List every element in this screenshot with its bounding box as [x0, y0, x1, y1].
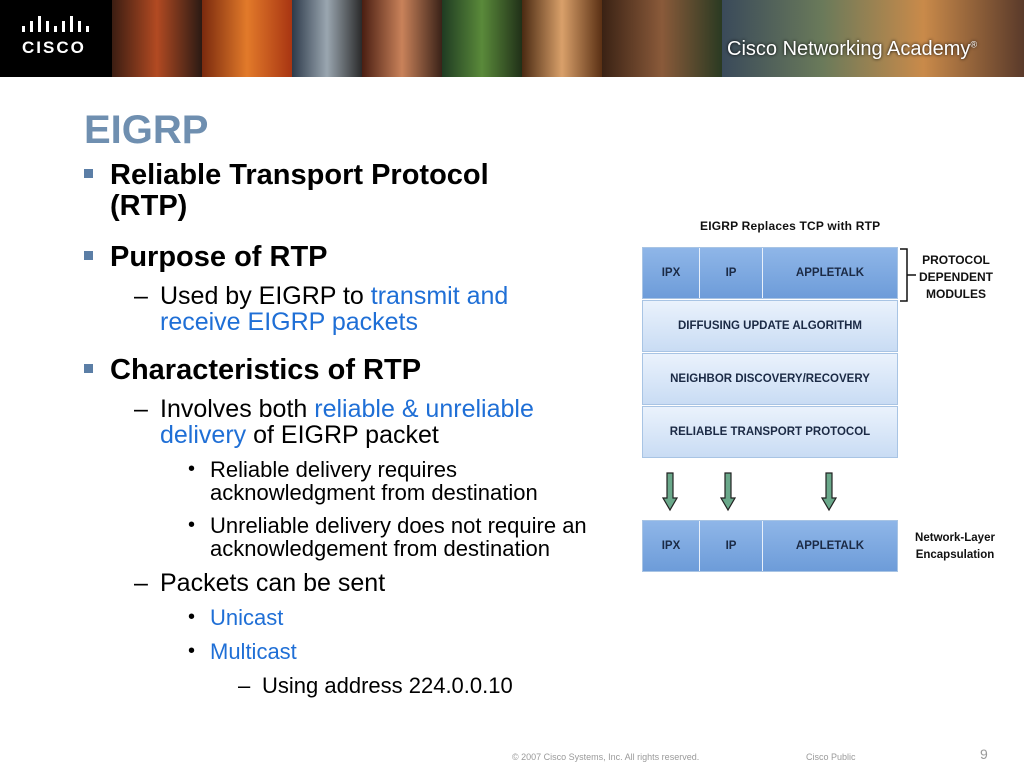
highlight-transmit-receive: transmit and receive EIGRP packets	[160, 282, 509, 336]
arrow-down-icon	[662, 472, 678, 512]
registered-mark: ®	[970, 39, 978, 50]
header-photo-6	[522, 0, 602, 77]
pdm-ip: IP	[700, 248, 763, 298]
point-unreliable-delivery: • Unreliable delivery does not require an acknowledgement from destination	[188, 513, 587, 561]
layer-rtp: RELIABLE TRANSPORT PROTOCOL	[642, 406, 898, 458]
cisco-logo	[0, 0, 112, 77]
pdm-ipx: IPX	[643, 248, 700, 298]
dot-bullet: •	[188, 606, 196, 628]
dot-bullet: •	[188, 458, 196, 480]
bullet-rtp: Reliable Transport Protocol (RTP)	[84, 160, 550, 222]
academy-name: Cisco Networking Academy®	[727, 38, 978, 60]
point-unicast: • Unicast	[188, 605, 284, 630]
point-multicast: • Multicast	[188, 639, 297, 664]
header-banner	[0, 0, 1024, 77]
square-bullet-icon	[84, 251, 93, 260]
pdm-label: PROTOCOL DEPENDENT MODULES	[918, 253, 993, 301]
dash-bullet: –	[134, 395, 148, 423]
point-reliable-delivery: • Reliable delivery requires acknowledgment from destination	[188, 457, 538, 505]
bracket-icon	[898, 247, 918, 303]
dash-bullet: –	[238, 673, 251, 698]
point-multicast-address: – Using address 224.0.0.10	[238, 673, 513, 698]
slide-title: EIGRP	[84, 108, 209, 152]
encap-ipx: IPX	[643, 521, 700, 571]
footer-classification: Cisco Public	[806, 752, 856, 762]
pdm-row	[642, 247, 898, 299]
sub-bullet-packets: – Packets can be sent	[134, 569, 386, 597]
dot-bullet: •	[188, 640, 196, 662]
bullet-characteristics: Characteristics of RTP	[84, 355, 624, 386]
dash-bullet: –	[134, 282, 148, 310]
rtp-diagram	[640, 216, 1010, 586]
cisco-bars-icon	[22, 16, 92, 36]
layer-neighbor: NEIGHBOR DISCOVERY/RECOVERY	[642, 353, 898, 405]
header-photo-2	[202, 0, 292, 77]
header-photo-4	[362, 0, 442, 77]
diagram-title: EIGRP Replaces TCP with RTP	[700, 219, 881, 233]
sub-bullet-delivery: – Involves both reliable & unreliable delivery of EIGRP packet	[134, 395, 534, 449]
pdm-appletalk: APPLETALK	[763, 248, 897, 298]
sub-bullet-purpose: – Used by EIGRP to transmit and receive EIGRP packets	[134, 282, 509, 336]
highlight-delivery: reliable & unreliable delivery	[160, 395, 534, 449]
cisco-logo-text: CISCO	[22, 38, 86, 57]
square-bullet-icon	[84, 169, 93, 178]
slide-content	[84, 160, 624, 697]
layer-dual: DIFFUSING UPDATE ALGORITHM	[642, 300, 898, 352]
arrow-down-icon	[720, 472, 736, 512]
page-number: 9	[980, 746, 988, 762]
bullet-purpose: Purpose of RTP	[84, 242, 624, 273]
header-photo-7	[602, 0, 722, 77]
square-bullet-icon	[84, 364, 93, 373]
header-photo-3	[292, 0, 362, 77]
encap-label: Network-Layer Encapsulation	[915, 532, 995, 561]
encap-row	[642, 520, 898, 572]
header-photo-1	[112, 0, 202, 77]
encap-appletalk: APPLETALK	[763, 521, 897, 571]
header-photo-5	[442, 0, 522, 77]
footer-copyright: © 2007 Cisco Systems, Inc. All rights reserved.	[512, 752, 700, 762]
dash-bullet: –	[134, 569, 148, 597]
encap-ip: IP	[700, 521, 763, 571]
dot-bullet: •	[188, 514, 196, 536]
arrow-down-icon	[821, 472, 837, 512]
